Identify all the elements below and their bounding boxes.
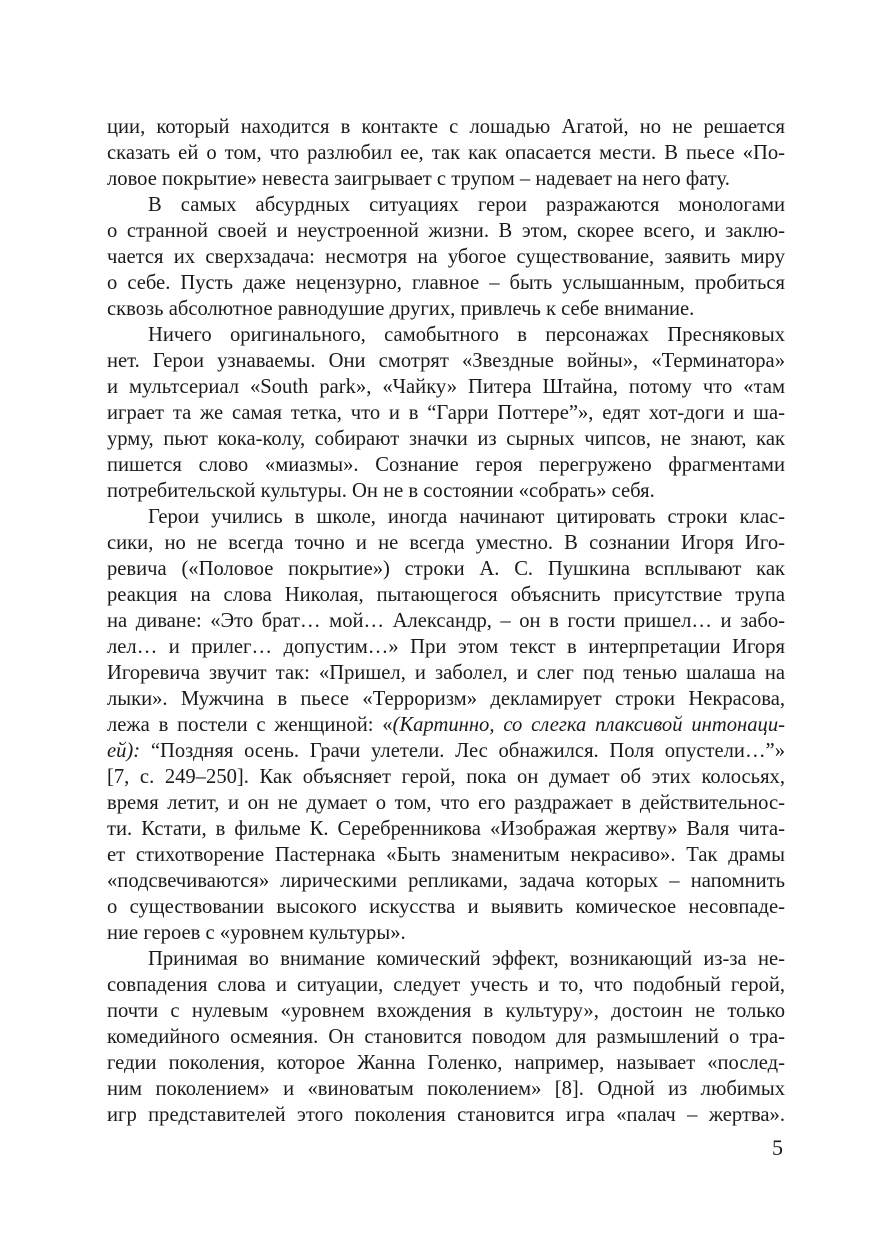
text-line: ним поколением» и «виноватым поколением» [8]. Одной из любимых — [107, 1078, 785, 1100]
text-fragment: “Поздняя осень. Грачи улетели. Лес обнажился. Поля опустели…”» — [140, 740, 785, 762]
text-line: сказать ей о том, что разлюбил ее, так как опасается мести. В пьесе «По- — [107, 142, 785, 164]
text-line: гедии поколения, которое Жанна Голенко, например, называет «послед- — [107, 1052, 785, 1074]
text-line: Игоревича звучит так: «Пришел, и заболел, и слег под тенью шалаша на — [107, 662, 785, 684]
text-line: лел… и прилег… допустим…» При этом текст в интерпретации Игоря — [107, 636, 785, 658]
text-line — [107, 712, 785, 738]
text-line: Принимая во внимание комический эффект, возникающий из-за не- — [148, 948, 785, 970]
text-line: ет стихотворение Пастернака «Быть знаменитым некрасиво». Так драмы — [107, 844, 785, 866]
text-line: пишется слово «миазмы». Сознание героя перегружено фрагментами — [107, 454, 785, 476]
text-line: Ничего оригинального, самобытного в персонажах Пресняковых — [148, 324, 785, 346]
text-line: о существовании высокого искусства и выявить комическое несовпаде- — [107, 896, 785, 918]
text-line: ти. Кстати, в фильме К. Серебренникова «Изображая жертву» Валя чита- — [107, 818, 785, 840]
text-line: время летит, и он не думает о том, что его раздражает в действительнос- — [107, 792, 785, 814]
text-line: [7, с. 249–250]. Как объясняет герой, пока он думает об этих колосьях, — [107, 766, 785, 788]
text-line: В самых абсурдных ситуациях герои разражаются монологами — [148, 194, 785, 216]
text-line: ревича («Половое покрытие») строки А. С. Пушкина всплывают как — [107, 558, 785, 580]
text-line: игр представителей этого поколения становится игра «палач – жертва». — [107, 1104, 785, 1126]
text-line: ции, который находится в контакте с лошадью Агатой, но не решается — [107, 116, 785, 138]
text-line: почти с нулевым «уровнем вхождения в культуру», достоин не только — [107, 1000, 785, 1022]
text-line: комедийного осмеяния. Он становится поводом для размышлений о тра- — [107, 1026, 785, 1048]
text-fragment: лежа в постели с женщиной: « — [107, 714, 393, 736]
italic-stage-direction: ей): — [107, 740, 141, 762]
text-line: совпадения слова и ситуации, следует учесть и то, что подобный герой, — [107, 974, 785, 996]
italic-stage-direction: (Картинно, со слегка плаксивой интонаци- — [392, 714, 786, 736]
text-line: реакция на слова Николая, пытающегося объяснить присутствие трупа — [107, 584, 785, 606]
text-line: о странной своей и неустроенной жизни. В этом, скорее всего, и заклю- — [107, 220, 785, 242]
text-line: ловое покрытие» невеста заигрывает с трупом – надевает на него фату. — [107, 168, 730, 190]
text-line: потребительской культуры. Он не в состоянии «собрать» себя. — [107, 480, 655, 502]
text-line: нет. Герои узнаваемы. Они смотрят «Звездные войны», «Терминатора» — [107, 350, 785, 372]
text-line: на диване: «Это брат… мой… Александр, – он в гости пришел… и забо- — [107, 610, 785, 632]
text-line: о себе. Пусть даже нецензурно, главное – быть услышанным, пробиться — [107, 272, 785, 294]
text-line: «подсвечиваются» лирическими репликами, задача которых – напомнить — [107, 870, 785, 892]
text-line: Герои учились в школе, иногда начинают цитировать строки клас- — [148, 506, 785, 528]
text-line: чается их сверхзадача: несмотря на убогое существование, заявить миру — [107, 246, 785, 268]
text-line: играет та же самая тетка, что и в “Гарри Поттере”», едят хот-доги и ша- — [107, 402, 785, 424]
text-line: сики, но не всегда точно и не всегда уместно. В сознании Игоря Иго- — [107, 532, 785, 554]
text-line: урму, пьют кока-колу, собирают значки из сырных чипсов, не знают, как — [107, 428, 785, 450]
text-line: и мультсериал «South park», «Чайку» Питера Штайна, потому что «там — [107, 376, 785, 398]
text-line: ние героев с «уровнем культуры». — [107, 922, 406, 944]
text-line — [107, 738, 785, 764]
page-number: 5 — [772, 1135, 783, 1160]
text-line: лыки». Мужчина в пьесе «Терроризм» декламирует строки Некрасова, — [107, 688, 785, 710]
text-line: сквозь абсолютное равнодушие других, привлечь к себе внимание. — [107, 298, 695, 320]
